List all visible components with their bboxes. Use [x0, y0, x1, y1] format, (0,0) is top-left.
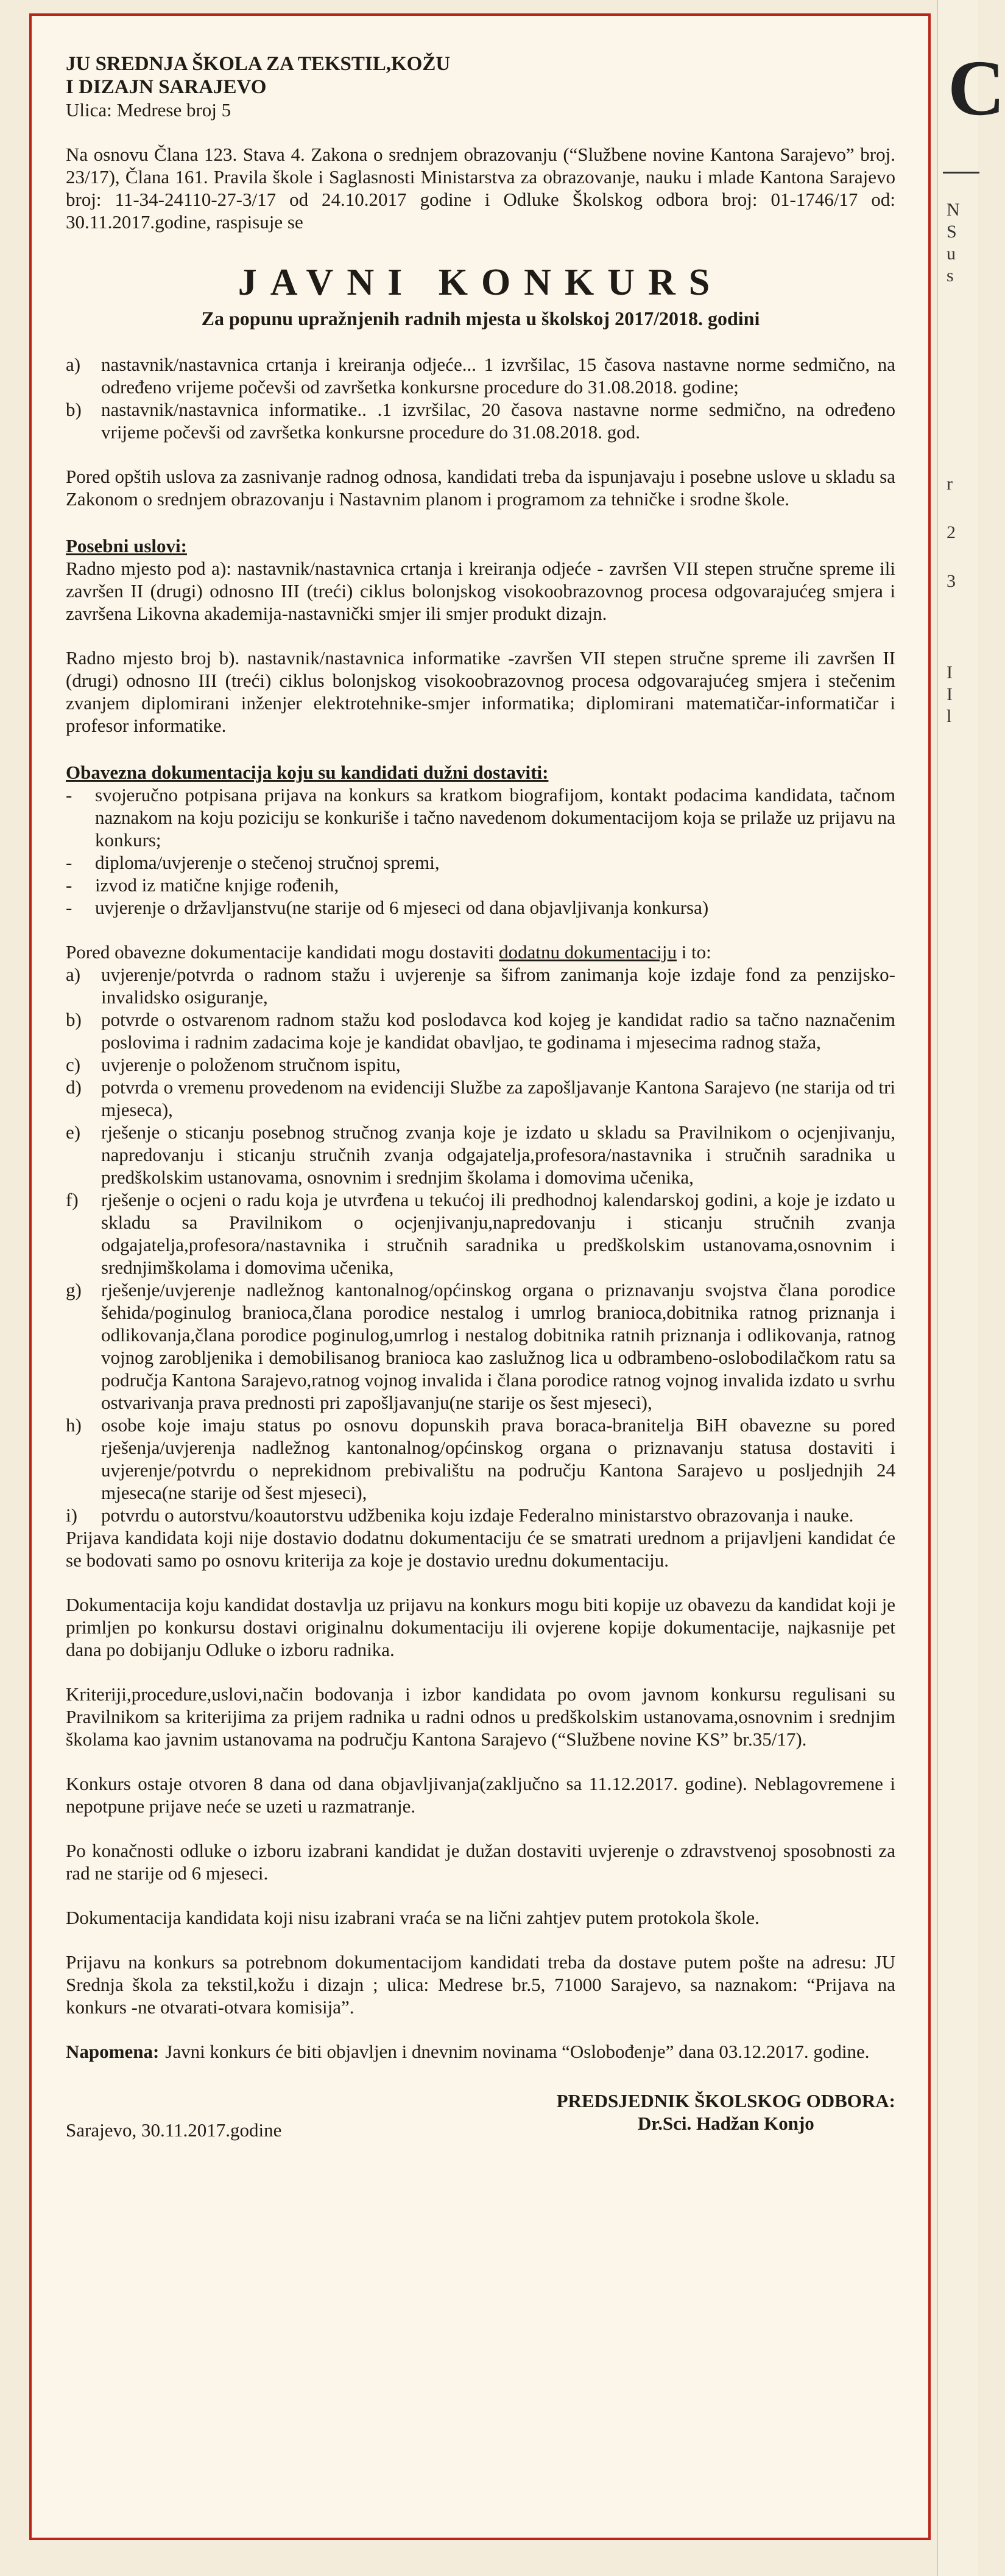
doc-text: rješenje o ocjeni o radu koja je utvrđena u tekućoj ili predhodnoj kalendarskoj godini, a koje je izdato u skladu sa Pravilnikom o ocjenjivanju,napredovanju i sticanju stručnih zvanja odgajatelja,profesora/nastavnika i stručnih saradnika u predškolskim ustanovama,osnovnim i srednjimškolama i domovima učenika, [101, 1189, 895, 1278]
position-text: nastavnik/nastavnica informatike.. .1 izvršilac, 20 časova nastavne norme sedmično, na određeno vrijeme počevši od završetka konkursne procedure do 31.08.2018. god. [101, 399, 895, 443]
doc-text: uvjerenje o državljanstvu(ne starije od 6 mjeseci od dana objavljivanja konkursa) [95, 897, 709, 918]
signature-footer [66, 2090, 895, 2144]
announcement-subtitle: Za popunu upražnjenih radnih mjesta u školskoj 2017/2018. godini [201, 307, 760, 329]
note-label: Napomena: [66, 2041, 160, 2062]
list-item [66, 1414, 895, 1504]
note-text: Javni konkurs će biti objavljen i dnevnim novinama “Oslobođenje” dana 03.12.2017. godine. [165, 2041, 870, 2062]
adjacent-fragment: r [947, 474, 953, 494]
doc-text: potvrdu o autorstvu/koautorstvu udžbenika koju izdaje Federalno ministarstvo obrazovanja i nauke. [101, 1504, 854, 1526]
adjacent-fragment: l [947, 706, 952, 726]
list-marker: d) [66, 1076, 82, 1098]
submission-paragraph: Prijavu na konkurs sa potrebnom dokumentacijom kandidati treba da dostave putem pošte na adresu: JU Srednja škola za tekstil,kožu i dizajn ; ulica: Medrese br.5, 71000 Sarajevo, sa naznakom: “Prijava na konkurs -ne otvarati-otvara komisija”. [66, 1951, 895, 2018]
additional-docs-underlined: dodatnu dokumentaciju [499, 941, 677, 963]
return-docs-paragraph: Dokumentacija kandidata koji nisu izabrani vraća se na lični zahtjev putem protokola škole. [66, 1907, 760, 1928]
doc-text: diploma/uvjerenje o stečenoj stručnoj spremi, [95, 852, 440, 873]
list-item [66, 963, 895, 1008]
school-name-line1: JU SREDNJA ŠKOLA ZA TEKSTIL,KOŽU [66, 53, 451, 75]
copies-paragraph: Dokumentacija koju kandidat dostavlja uz prijavu na konkurs mogu biti kopije uz obavezu da kandidat koji je primljen po konkursu dostavi originalnu dokumentaciju ili ovjerene kopije dokumentacije, najkasnije pet dana po dobijanju Odluke o izboru radnika. [66, 1594, 895, 1660]
criteria-paragraph: Kriteriji,procedure,uslovi,način bodovanja i izbor kandidata po ovom javnom konkursu regulisani su Pravilnikom sa kriterijima za prijem radnika u radni odnos u predškolskim ustanovama,osnovnim i srednjim školama kao javnim ustanovama na području Kantona Sarajevo (“Službene novine KS” br.35/17). [66, 1683, 895, 1750]
list-item [66, 874, 895, 896]
adjacent-fragment: S [947, 222, 957, 242]
doc-text: potvrde o ostvarenom radnom stažu kod poslodavca kod kojeg je kandidat radio sa tačno naznačenim poslovima i radnim zadacima koje je kandidat obavljao, te godinama i mjesecima radnog staža, [101, 1009, 895, 1053]
adjacent-fragment: u [947, 244, 956, 264]
list-marker: h) [66, 1414, 82, 1436]
special-conditions-b: Radno mjesto broj b). nastavnik/nastavnica informatike -završen VII stepen stručne spreme ili završen II (drugi) odnosno III (treći) ciklus bolonjskog visokoobrazovnog procesa odgovarajućeg smjera i stečenim zvanjem diplomirani inženjer elektrotehnike-smjer informatika; diplomirani matematičar-informatičar i profesor informatike. [66, 647, 895, 736]
adjacent-column-fragment [937, 0, 1005, 2576]
list-item [66, 1076, 895, 1121]
list-item [66, 1279, 895, 1414]
list-marker: - [66, 897, 72, 918]
doc-text: rješenje/uvjerenje nadležnog kantonalnog/općinskog organa o priznavanju svojstva člana porodice šehida/poginulog branioca,člana porodice nestalog i umrlog branioca,dobitnika ratnog priznanja i odlikovanja,člana porodice poginulog,umrlog i nestalog dobitnika ratnih priznanja i odlikovanja, ratnog vojnog zarobljenika i demobilisanog branioca kao zaslužnog lica u odbrambeno-oslobodilačkom ratu sa područja Kantona Sarajevo,ratnog vojnog invalida i člana porodice ratnog vojnog invalida izdato u svrhu ostvarivanja prava prednosti pri zapošljavanju(ne starije os šest mjeseci), [101, 1279, 895, 1413]
doc-text: izvod iz matične knjige rođenih, [95, 874, 339, 896]
doc-text: osobe koje imaju status po osnovu dopunskih prava boraca-branitelja BiH obavezne su pored rješenja/uvjerenja nadležnog kantonalnog/općinskog organa o priznavanju statusa dostaviti i uvjerenje/potvrdu o neprekidnom prebivalištu na području Kantona Sarajevo u posljednjih 24 mjeseca(ne starije od šest mjeseci), [101, 1414, 895, 1503]
list-marker: g) [66, 1279, 82, 1300]
list-marker: c) [66, 1054, 81, 1075]
list-marker: e) [66, 1121, 81, 1143]
additional-docs-intro-start: Pored obavezne dokumentacije kandidati mogu dostaviti [66, 941, 499, 963]
position-text: nastavnik/nastavnica crtanja i kreiranja odjeće... 1 izvršilac, 15 časova nastavne norme sedmično, na određeno vrijeme počevši od završetka konkursne procedure do 31.08.2018. godine; [101, 354, 895, 398]
mandatory-docs-heading: Obavezna dokumentacija koju su kandidati dužni dostaviti: [66, 762, 549, 783]
list-marker: a) [66, 964, 81, 985]
adjacent-rule [943, 172, 979, 174]
list-item [66, 851, 895, 874]
note [66, 2040, 895, 2063]
positions-list [66, 353, 895, 443]
job-announcement-clipping [29, 13, 931, 2540]
list-item [66, 1188, 895, 1279]
adjacent-fragment: N [947, 200, 960, 220]
signer-name: Dr.Sci. Hadžan Konjo [637, 2113, 814, 2134]
list-marker: a) [66, 354, 81, 375]
intro-paragraph: Na osnovu Člana 123. Stava 4. Zakona o srednjem obrazovanju (“Službene novine Kantona Sarajevo” broj. 23/17), Člana 161. Pravila škole i Saglasnosti Ministarstva za obrazovanje, nauku i mlade Kantona Sarajevo broj: 11-34-24110-27-3/17 od 24.10.2017 godine i Odluke Školskog odbora broj: 01-1746/17 od: 30.11.2017.godine, raspisuje se [66, 144, 895, 233]
list-item [66, 1504, 895, 1526]
adjacent-fragment: I [947, 684, 953, 704]
mandatory-docs-list [66, 784, 895, 919]
adjacent-fragment: s [947, 265, 954, 286]
list-marker: - [66, 852, 72, 873]
list-item [66, 896, 895, 919]
announcement-title: JAVNI KONKURS [238, 262, 724, 303]
list-marker: i) [66, 1504, 77, 1526]
signer-block [557, 2090, 895, 2135]
list-marker: - [66, 784, 72, 805]
special-conditions-heading: Posebni uslovi: [66, 535, 187, 556]
general-conditions: Pored opštih uslova za zasnivanje radnog odnosa, kandidati treba da ispunjavaju i posebne uslove u skladu sa Zakonom o srednjem obrazovanju i Nastavnim planom i programom za tehničke i srodne škole. [66, 466, 895, 510]
additional-docs-intro [66, 941, 895, 963]
doc-text: uvjerenje/potvrda o radnom stažu i uvjerenje sa šifrom zanimanja koje izdaje fond za penzijsko-invalidsko osiguranje, [101, 964, 895, 1008]
doc-text: svojeručno potpisana prijava na konkurs sa kratkom biografijom, kontakt podacima kandidata, tačnom naznakom na koju poziciju se konkuriše i tačno navedenom dokumentacijom koja se prilaže uz prijavu na konkurs; [95, 784, 895, 851]
list-item [66, 1008, 895, 1053]
list-item [66, 353, 895, 398]
school-name-line2: I DIZAJN SARAJEVO [66, 76, 267, 98]
list-marker: - [66, 874, 72, 896]
open-period-paragraph: Konkurs ostaje otvoren 8 dana od dana objavljivanja(zaključno sa 11.12.2017. godine). Neblagovremene i nepotpune prijave neće se uzeti u razmatranje. [66, 1773, 895, 1817]
list-marker: f) [66, 1189, 79, 1210]
school-header [66, 52, 895, 121]
list-item [66, 784, 895, 851]
additional-docs-list [66, 963, 895, 1526]
special-conditions-a: Radno mjesto pod a): nastavnik/nastavnica crtanja i kreiranja odjeće - završen VII stepen stručne spreme ili završen II (drugi) odnosno III (treći) ciklus bolonjskog visokoobrazovnog procesa odgovarajućeg smjera i završena Likovna akademija-nastavnički smjer ili smjer produkt dizajn. [66, 558, 895, 624]
school-street: Ulica: Medrese broj 5 [66, 99, 231, 121]
additional-docs-closing: Prijava kandidata koji nije dostavio dodatnu dokumentaciju će se smatrati urednom a prijavljeni kandidat će se bodovati samo po osnovu kriterija za koje je dostavio urednu dokumentaciju. [66, 1527, 895, 1571]
place-date: Sarajevo, 30.11.2017.godine [66, 2119, 282, 2141]
adjacent-fragment: 2 [947, 522, 956, 542]
list-item [66, 1053, 895, 1076]
doc-text: uvjerenje o položenom stručnom ispitu, [101, 1054, 401, 1075]
list-marker: b) [66, 1009, 82, 1030]
doc-text: rješenje o sticanju posebnog stručnog zvanja koje je izdato u skladu sa Pravilnikom o ocjenjivanju, napredovanju i sticanju stručnih zvanja odgajatelja,profesora/nastavnika i stručnih saradnika u predškolskim ustanovama, osnovnim i srednjim školama i domovima učenika, [101, 1121, 895, 1188]
additional-docs-intro-end: i to: [676, 941, 711, 963]
doc-text: potvrda o vremenu provedenom na evidenciji Službe za zapošljavanje Kantona Sarajevo (ne starija od tri mjeseca), [101, 1076, 895, 1120]
list-item [66, 1121, 895, 1188]
health-paragraph: Po konačnosti odluke o izboru izabrani kandidat je dužan dostaviti uvjerenje o zdravstvenoj sposobnosti za rad ne starije od 6 mjeseci. [66, 1840, 895, 1884]
adjacent-fragment: I [947, 662, 953, 683]
list-marker: b) [66, 399, 82, 420]
adjacent-fragment: 3 [947, 571, 956, 591]
adjacent-big-letter: C [948, 44, 1005, 132]
signer-title: PREDSJEDNIK ŠKOLSKOG ODBORA: [556, 2090, 895, 2111]
list-item [66, 398, 895, 443]
